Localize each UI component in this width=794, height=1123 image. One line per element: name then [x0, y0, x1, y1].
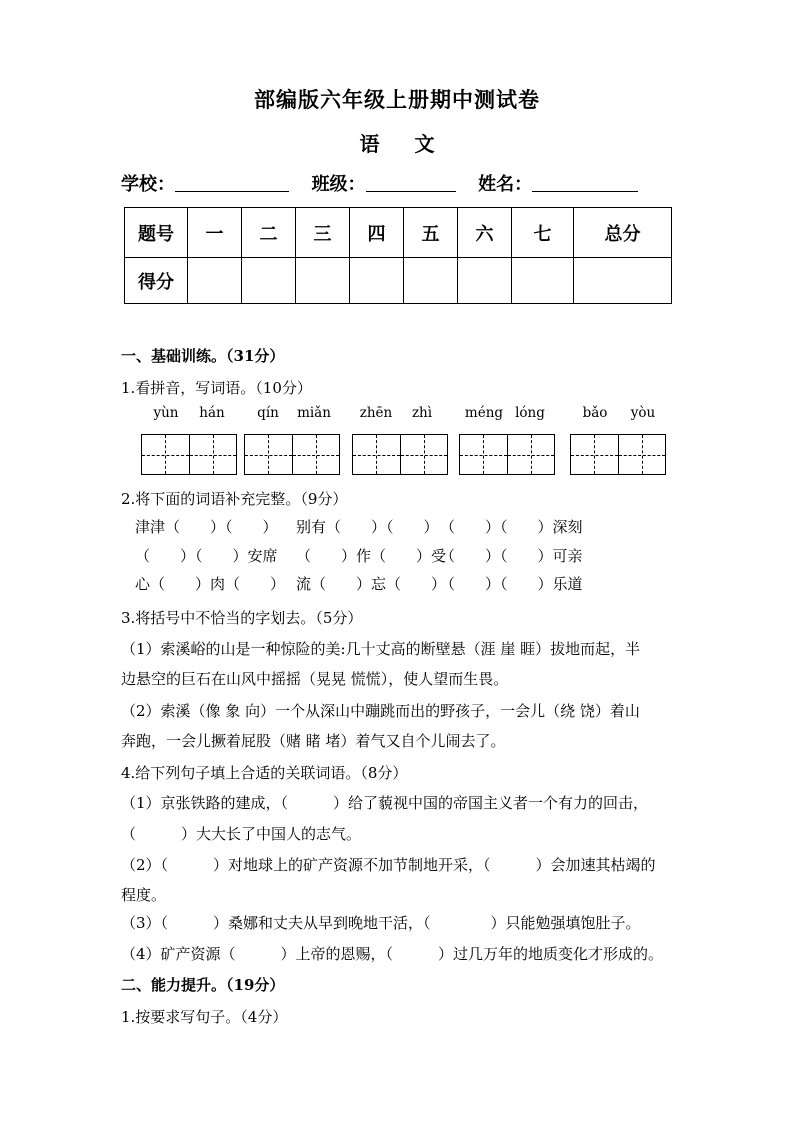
idiom-item: （ ）作（ ）受 [296, 547, 447, 565]
idiom-item: （ ）（ ）可亲 [440, 547, 583, 565]
score-cell[interactable] [296, 258, 350, 304]
idiom-item: 别有（ ）（ ） [296, 518, 439, 536]
q4-line: （2）（ ）对地球上的矿产资源不加节制地开采，（ ）会加速其枯竭的 [121, 856, 656, 874]
section-2-title: 二、能力提升。（19分） [121, 976, 285, 994]
header-cell: 六 [458, 208, 512, 258]
class-field[interactable] [366, 173, 456, 192]
school-label: 学校： [121, 174, 175, 195]
idiom-item: （ ）（ ）安席 [135, 547, 278, 565]
writing-grid[interactable] [244, 434, 340, 475]
pinyin-label: yòu [630, 405, 656, 421]
q3-line: （2）索溪（像 象 向）一个从深山中蹦跳而出的野孩子，一会儿（绕 饶）着山 [121, 702, 640, 720]
score-row-label: 得分 [125, 258, 188, 304]
q4-line: （3）（ ）桑娜和丈夫从早到晚地干活，（ ）只能勉强填饱肚子。 [121, 914, 641, 932]
class-label: 班级： [311, 174, 366, 195]
pinyin-label: yùn [153, 405, 179, 421]
pinyin-label: bǎo [582, 405, 608, 421]
score-cell[interactable] [188, 258, 242, 304]
pinyin-label: zhì [411, 405, 433, 421]
name-field[interactable] [532, 173, 638, 192]
writing-grid[interactable] [570, 434, 666, 475]
pinyin-label: lóng [515, 405, 545, 421]
page-title: 部编版六年级上册期中测试卷 [254, 87, 540, 112]
idiom-item: （ ）（ ）深刻 [440, 518, 583, 536]
section2-q1-title: 1.按要求写句子。（4分） [121, 1008, 288, 1026]
header-cell: 四 [350, 208, 404, 258]
q4-line: （1）京张铁路的建成，（ ）给了藐视中国的帝国主义者一个有力的回击， [121, 794, 649, 812]
q4-line: （4）矿产资源（ ）上帝的恩赐，（ ）过几万年的地质变化才形成的。 [121, 945, 664, 963]
idiom-item: 流（ ）忘（ ） [296, 575, 447, 593]
q3-line: （1）索溪峪的山是一种惊险的美:几十丈高的断壁悬（涯 崖 睚）拔地而起，半 [121, 640, 641, 658]
pinyin-label: zhēn [359, 405, 393, 421]
name-label: 姓名： [478, 174, 533, 195]
writing-grid[interactable] [459, 434, 555, 475]
school-field[interactable] [175, 173, 289, 192]
score-table-score-row [125, 258, 672, 304]
q3-line: 边悬空的巨石在山风中摇摇（晃晃 慌慌），使人望而生畏。 [121, 670, 509, 688]
score-table-header-row [125, 208, 672, 258]
header-cell: 五 [404, 208, 458, 258]
q3-line: 奔跑，一会儿撅着屁股（赌 睹 堵）着气又自个儿闹去了。 [121, 732, 506, 750]
header-cell: 总分 [574, 208, 672, 258]
header-cell: 题号 [125, 208, 188, 258]
pinyin-label: hán [199, 405, 225, 421]
q1-title: 1.看拼音，写词语。（10分） [121, 379, 312, 397]
q2-title: 2.将下面的词语补充完整。（9分） [121, 490, 348, 508]
score-cell[interactable] [404, 258, 458, 304]
score-cell[interactable] [242, 258, 296, 304]
q4-line: （ ）大大长了中国人的志气。 [121, 825, 362, 843]
q4-title: 4.给下列句子填上合适的关联词语。（8分） [121, 764, 408, 782]
pinyin-label: qín [257, 405, 279, 421]
q4-line: 程度。 [121, 886, 167, 904]
writing-grid[interactable] [352, 434, 448, 475]
score-cell[interactable] [574, 258, 672, 304]
score-table [124, 207, 672, 304]
subject-title: 语 文 [359, 132, 435, 156]
header-cell: 二 [242, 208, 296, 258]
score-cell[interactable] [458, 258, 512, 304]
header-cell: 三 [296, 208, 350, 258]
score-cell[interactable] [350, 258, 404, 304]
q3-title: 3.将括号中不恰当的字划去。（5分） [121, 609, 363, 627]
header-cell: 一 [188, 208, 242, 258]
idiom-item: （ ）（ ）乐道 [440, 575, 583, 593]
student-info [121, 170, 638, 196]
idiom-item: 心（ ）肉（ ） [135, 575, 286, 593]
pinyin-label: miǎn [297, 405, 331, 421]
section-1-title: 一、基础训练。（31分） [121, 347, 285, 365]
header-cell: 七 [512, 208, 574, 258]
writing-grid[interactable] [141, 434, 237, 475]
idiom-item: 津津（ ）（ ） [135, 518, 278, 536]
score-cell[interactable] [512, 258, 574, 304]
pinyin-label: méng [464, 405, 504, 421]
